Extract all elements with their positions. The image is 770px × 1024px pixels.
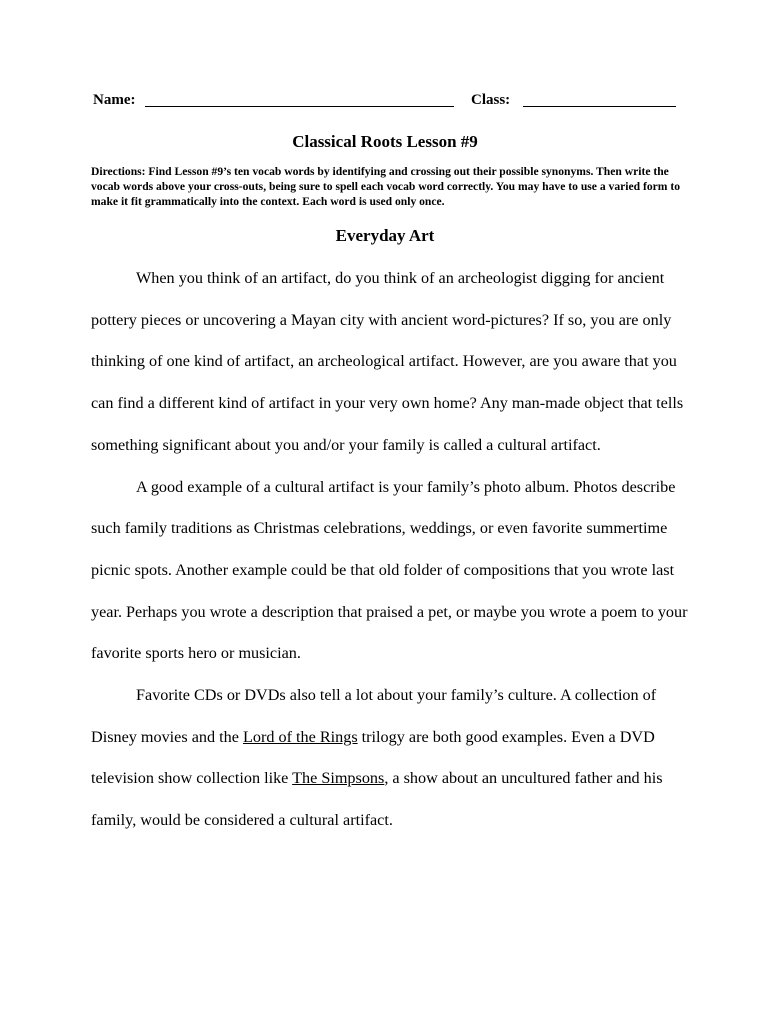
paragraph-3-part-3: , a show about an uncultured father and his family, would be considered a cultural artifact. — [91, 769, 663, 830]
directions-text: Directions: Find Lesson #9’s ten vocab words by identifying and crossing out their possible synonyms. Then write the vocab words above your cross-outs, being sure to spell each vocab word correctly. You may have to use a varied form to make it fit grammatically into the context. Each word is used only once. — [91, 165, 680, 208]
name-label: Name: — [93, 92, 136, 108]
paragraph-1: When you think of an artifact, do you think of an archeologist digging for ancient pottery pieces or uncovering a Mayan city with ancient word-pictures? If so, you are only thinking of one kind of artifact, an archeological artifact. However, are you aware that you can find a different kind of artifact in your very own home? Any man-made object that tells something significant about you and/or your family is called a cultural artifact. — [91, 269, 684, 454]
passage-body — [91, 258, 691, 842]
name-blank-line — [145, 106, 454, 107]
the-simpsons-title: The Simpsons — [292, 769, 385, 788]
paragraph-3 — [91, 675, 691, 842]
passage-title: Everyday Art — [335, 226, 435, 245]
paragraph-2: A good example of a cultural artifact is your family’s photo album. Photos describe such family traditions as Christmas celebrations, weddings, or even favorite summertime picnic spots. Another example could be that old folder of compositions that you wrote last year. Perhaps you wrote a description that praised a pet, or maybe you wrote a poem to your favorite sports hero or musician. — [91, 477, 688, 663]
lesson-title: Classical Roots Lesson #9 — [292, 132, 478, 151]
paragraph-3-part-2: trilogy are both good examples. Even a DVD television show collection like — [91, 727, 655, 788]
class-blank-line — [523, 106, 676, 107]
lord-of-the-rings-title: Lord of the Rings — [242, 727, 358, 746]
paragraph-3-part-1: Favorite CDs or DVDs also tell a lot about your family’s culture. A collection of Disney movies and the — [91, 686, 657, 746]
header-row — [93, 92, 683, 114]
class-label: Class: — [471, 92, 511, 108]
